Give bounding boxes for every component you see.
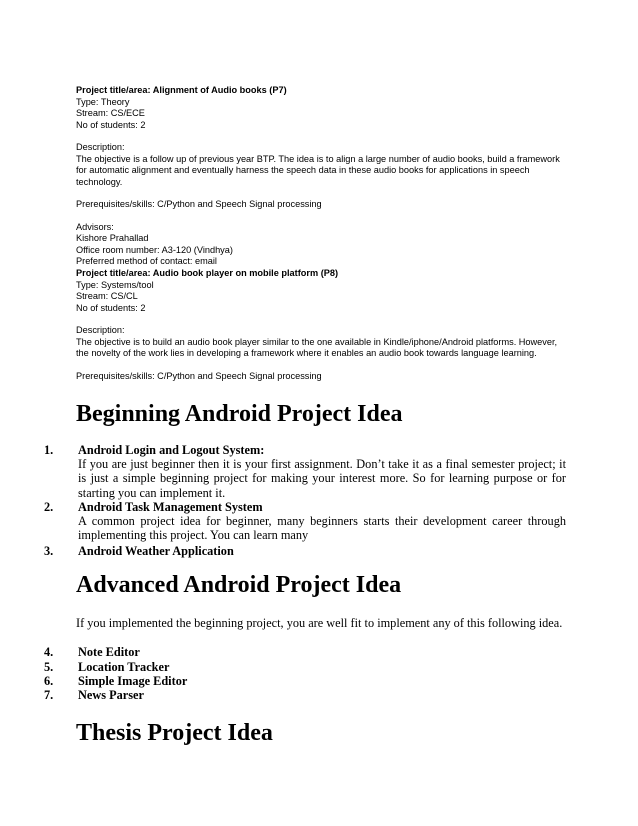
description-label: Description: — [76, 142, 125, 152]
list-item — [44, 645, 566, 659]
item-number: 3. — [44, 544, 54, 558]
item-number: 2. — [44, 500, 54, 514]
project-stream: Stream: CS/ECE — [76, 108, 145, 118]
item-number: 7. — [44, 688, 54, 702]
item-title: Android Weather Application — [78, 544, 234, 558]
project-title: Project title/area: Audio book player on mobile platform (P8) — [76, 268, 339, 278]
item-body: If you are just beginner then it is your first assignment. Don’t take it as a final semester project; it is just a simple beginning project for making your interest more. So for learning purpose or for starting you can implement it. — [78, 457, 566, 500]
prerequisites: Prerequisites/skills: C/Python and Speech Signal processing — [76, 199, 322, 209]
office-room: Office room number: A3-120 (Vindhya) — [76, 244, 233, 255]
item-number: 4. — [44, 645, 54, 659]
item-number: 6. — [44, 674, 54, 688]
project-type: Type: Systems/tool — [76, 279, 154, 290]
list-item — [44, 660, 566, 674]
item-title: Location Tracker — [78, 660, 170, 674]
list-item — [44, 443, 566, 500]
item-number: 5. — [44, 660, 54, 674]
item-title: Simple Image Editor — [78, 674, 188, 688]
project-type: Type: Theory — [76, 96, 130, 107]
description-text: The objective is to build an audio book player similar to the one available in Kindle/iphone/Android platforms. However, the novelty of the work lies in developing a framework where it enables an audio book towards language learning. — [76, 336, 558, 358]
beginning-heading: Beginning Android Project Idea — [76, 401, 403, 427]
project-stream: Stream: CS/CL — [76, 291, 138, 301]
list-item — [44, 544, 566, 558]
project-p7 — [76, 85, 566, 268]
advisor-name: Kishore Prahallad — [76, 233, 149, 243]
list-item — [44, 688, 566, 702]
list-item — [44, 674, 566, 688]
description-label: Description: — [76, 325, 125, 335]
item-number: 1. — [44, 443, 54, 457]
advanced-intro: If you implemented the beginning project, you are well fit to implement any of this following idea. — [76, 616, 563, 630]
project-students: No of students: 2 — [76, 119, 146, 130]
item-title: Android Task Management System — [78, 500, 263, 514]
project-p8 — [76, 268, 566, 382]
item-title: News Parser — [78, 688, 144, 702]
item-title: Note Editor — [78, 645, 140, 659]
contact-method: Preferred method of contact: email — [76, 256, 217, 266]
list-item — [44, 500, 566, 543]
project-students: No of students: 2 — [76, 302, 146, 313]
thesis-heading: Thesis Project Idea — [76, 720, 273, 746]
prerequisites: Prerequisites/skills: C/Python and Speech Signal processing — [76, 370, 322, 381]
description-text: The objective is a follow up of previous year BTP. The idea is to align a large number of audio books, build a framework for automatic alignment and eventually harness the speech data in these audio books for applications in speech technology. — [76, 153, 560, 187]
advisors-label: Advisors: — [76, 221, 114, 232]
item-title: Android Login and Logout System: — [78, 443, 265, 457]
advanced-heading: Advanced Android Project Idea — [76, 572, 402, 598]
project-title: Project title/area: Alignment of Audio books (P7) — [76, 85, 287, 95]
item-body: A common project idea for beginner, many beginners starts their development career through implementing this project. You can learn many — [78, 514, 566, 543]
